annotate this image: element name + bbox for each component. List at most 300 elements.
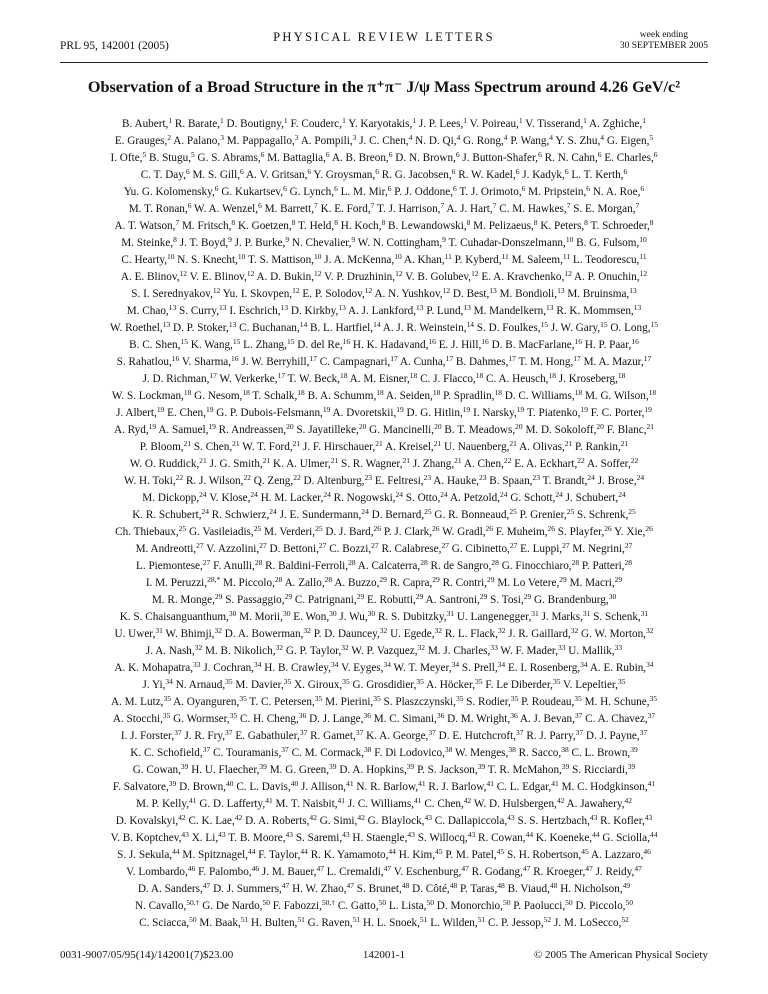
author-name: G. Blaylock, [364, 815, 425, 827]
affiliation-number: 32 [417, 643, 426, 652]
author-name: C. T. Day, [140, 169, 186, 181]
author-line [60, 796, 708, 813]
affiliation-number: 41 [265, 796, 273, 805]
affiliation-number: 44 [300, 847, 308, 856]
affiliation-number: 50,† [186, 898, 200, 907]
author-name: R. N. Cahn, [541, 152, 598, 164]
affiliation-number: 6 [597, 150, 602, 159]
affiliation-number: 20 [358, 422, 367, 431]
author-name: T. B. Moore, [225, 832, 286, 844]
affiliation-number: 3 [220, 133, 224, 142]
author-name: F. Blanc, [603, 424, 647, 436]
author-name: A. Lazzaro, [588, 849, 644, 861]
author-name: U. Langenegger, [454, 611, 532, 623]
affiliation-number: 12 [364, 286, 373, 295]
author-name: M. Pappagallo, [223, 135, 295, 147]
affiliation-number: 20 [286, 422, 294, 431]
author-name: G. Cibinetto, [448, 543, 510, 555]
author-name: H. P. Paar, [582, 339, 632, 351]
affiliation-number: 1 [463, 116, 468, 125]
affiliation-number: 22 [293, 473, 301, 482]
author-name: M. R. Monge, [151, 594, 215, 606]
affiliation-number: 22 [503, 456, 512, 465]
affiliation-number: 10 [237, 252, 246, 261]
affiliation-number: 6 [283, 184, 287, 193]
author-name: D. B. MacFarlane, [488, 339, 575, 351]
author-name: C. Dallapiccola, [431, 815, 508, 827]
affiliation-number: 47 [281, 881, 290, 890]
author-name: W. Gradl, [439, 526, 486, 538]
author-list [60, 116, 708, 932]
affiliation-number: 35 [283, 677, 292, 686]
author-name: R. Cowan, [475, 832, 526, 844]
affiliation-number: 48 [497, 881, 505, 890]
author-name: D. Monorchio, [433, 900, 503, 912]
affiliation-number: 12 [179, 269, 188, 278]
affiliation-number: 8 [173, 235, 177, 244]
author-name: D. E. Hutchcroft, [435, 730, 517, 742]
author-name: M. P. Kelly, [135, 798, 190, 810]
affiliation-number: 4 [408, 133, 413, 142]
affiliation-number: 18 [548, 371, 556, 380]
affiliation-number: 35 [649, 694, 658, 703]
affiliation-number: 35 [574, 694, 582, 703]
author-name: A. B. Breon, [329, 152, 389, 164]
author-name: S. Rahatlou, [116, 356, 172, 368]
author-line [60, 167, 708, 184]
affiliation-number: 47 [202, 881, 211, 890]
affiliation-number: 35 [416, 677, 424, 686]
affiliation-number: 44 [388, 847, 396, 856]
affiliation-number: 20 [434, 422, 442, 431]
affiliation-number: 1 [168, 116, 173, 125]
affiliation-number: 21 [620, 439, 629, 448]
author-name: Ch. Thiebaux, [115, 526, 179, 538]
author-name: M. T. Ronan, [128, 203, 188, 215]
author-name: B. T. Meadows, [441, 424, 516, 436]
author-line [60, 303, 708, 320]
author-name: C. K. Lae, [185, 815, 235, 827]
author-name: J. T. Boyd, [176, 237, 229, 249]
affiliation-number: 39 [561, 762, 570, 771]
affiliation-number: 7 [492, 201, 497, 210]
author-name: C. L. Brown, [568, 747, 631, 759]
affiliation-number: 29 [559, 575, 567, 584]
author-name: W. T. Meyer, [390, 662, 452, 674]
affiliation-number: 33 [614, 643, 623, 652]
affiliation-number: 32 [497, 626, 506, 635]
author-name: F. Fabozzi, [269, 900, 322, 912]
affiliation-number: 6 [185, 167, 190, 176]
author-name: S. Brunet, [353, 883, 402, 895]
author-name: G. Nesom, [191, 390, 243, 402]
author-name: D. A. Roberts, [242, 815, 310, 827]
affiliation-number: 50 [502, 898, 511, 907]
affiliation-number: 41 [647, 779, 656, 788]
author-name: A. N. Yushkov, [372, 288, 443, 300]
author-name: W. F. Mader, [497, 645, 558, 657]
affiliation-number: 42 [624, 796, 633, 805]
affiliation-number: 37 [428, 728, 436, 737]
affiliation-number: 11 [444, 252, 452, 261]
affiliation-number: 32 [341, 643, 349, 652]
author-name: R. Baldini-Ferroli, [262, 560, 349, 572]
affiliation-number: 43 [644, 813, 653, 822]
author-name: R. J. Barlow, [425, 781, 487, 793]
author-name: A. Samuel, [156, 424, 209, 436]
affiliation-number: 6 [307, 167, 312, 176]
author-name: A. Stocchi, [112, 713, 163, 725]
author-name: S. H. Robertson, [504, 849, 582, 861]
header-rule [60, 62, 708, 63]
affiliation-number: 29 [614, 575, 623, 584]
author-line [60, 116, 708, 133]
affiliation-number: 19 [580, 405, 588, 414]
author-name: W. Verkerke, [216, 373, 278, 385]
author-name: L. Lista, [386, 900, 427, 912]
affiliation-number: 39 [259, 762, 267, 771]
author-name: A. M. Lutz, [110, 696, 164, 708]
affiliation-number: 43 [424, 813, 432, 822]
author-name: V. Lepeltier, [560, 679, 618, 691]
affiliation-number: 6 [586, 184, 591, 193]
affiliation-number: 50 [262, 898, 270, 907]
affiliation-number: 19 [462, 405, 471, 414]
affiliation-number: 12 [212, 286, 221, 295]
author-name: I. J. Forster, [120, 730, 175, 742]
author-name: J. Kroseberg, [555, 373, 618, 385]
author-name: A. Palano, [171, 135, 221, 147]
author-name: M. Davier, [232, 679, 284, 691]
affiliation-number: 13 [219, 303, 227, 312]
author-line [60, 881, 708, 898]
affiliation-number: 12 [246, 269, 255, 278]
author-line [60, 184, 708, 201]
author-name: V. Lombardo, [126, 866, 188, 878]
affiliation-number: 1 [342, 116, 346, 125]
author-line [60, 864, 708, 881]
author-name: S. Tosi, [487, 594, 524, 606]
affiliation-number: 10 [313, 252, 322, 261]
author-name: C. P. Jessop, [485, 917, 544, 929]
author-name: P. Lund, [423, 305, 464, 317]
affiliation-number: 26 [432, 524, 440, 533]
author-name: C. M. Hawkes, [496, 203, 567, 215]
affiliation-number: 41 [346, 779, 354, 788]
affiliation-number: 17 [508, 354, 516, 363]
affiliation-number: 45 [435, 847, 443, 856]
author-name: H. Kim, [395, 849, 436, 861]
affiliation-number: 29 [479, 592, 488, 601]
issue-date-line2: 30 SEPTEMBER 2005 [619, 41, 708, 51]
author-name: D. del Re, [294, 339, 343, 351]
author-name: J. Brose, [594, 475, 637, 487]
author-name: G. S. Abrams, [194, 152, 261, 164]
author-name: R. Kroeger, [530, 866, 586, 878]
author-name: S. Curry, [176, 305, 220, 317]
author-name: B. Viaud, [504, 883, 550, 895]
author-name: L. Wilden, [427, 917, 478, 929]
author-name: H. U. Flaecher, [188, 764, 260, 776]
author-line [60, 218, 708, 235]
author-name: T. Schalk, [249, 390, 298, 402]
journal-reference: PRL 95, 142001 (2005) [60, 40, 169, 52]
author-line [60, 592, 708, 609]
affiliation-number: 10 [639, 235, 647, 244]
journal-name: PHYSICAL REVIEW LETTERS [273, 30, 495, 44]
affiliation-number: 43 [407, 830, 415, 839]
affiliation-number: 27 [441, 541, 449, 550]
author-name: F. Taylor, [255, 849, 301, 861]
author-line [60, 660, 708, 677]
affiliation-number: 11 [562, 252, 571, 261]
paper-title: Observation of a Broad Structure in the π⁺π⁻ J/ψ Mass Spectrum around 4.26 GeV/c² [87, 78, 681, 96]
affiliation-number: 14 [373, 320, 381, 329]
affiliation-number: 16 [171, 354, 180, 363]
affiliation-number: 18 [242, 388, 250, 397]
author-name: D. Brown, [176, 781, 227, 793]
author-name: U. Mallik, [565, 645, 615, 657]
author-name: S. Ricciardi, [569, 764, 628, 776]
author-name: S. J. Sekula, [117, 849, 173, 861]
author-name: G. Wormser, [170, 713, 230, 725]
affiliation-number: 13 [416, 303, 424, 312]
author-name: J. A. McKenna, [321, 254, 395, 266]
affiliation-number: 26 [645, 524, 653, 533]
affiliation-number: 15 [232, 337, 241, 346]
author-name: I. Eschrich, [226, 305, 281, 317]
affiliation-number: 50 [378, 898, 387, 907]
affiliation-number: 42 [234, 813, 243, 822]
affiliation-number: 5 [191, 150, 195, 159]
author-name: Yu. G. Kolomensky, [123, 186, 215, 198]
affiliation-number: 21 [454, 456, 462, 465]
affiliation-number: 28,* [207, 575, 221, 584]
author-name: P. S. Jackson, [414, 764, 478, 776]
affiliation-number: 6 [623, 167, 628, 176]
affiliation-number: 6 [240, 167, 244, 176]
affiliation-number: 18 [494, 388, 502, 397]
author-name: V. Klose, [206, 492, 251, 504]
author-name: J. C. Chen, [356, 135, 409, 147]
author-name: T. M. Hong, [515, 356, 574, 368]
affiliation-number: 35 [373, 694, 381, 703]
author-line [60, 337, 708, 354]
affiliation-number: 41 [414, 796, 422, 805]
author-name: P. M. Patel, [442, 849, 497, 861]
author-name: B. G. Fulsom, [573, 237, 640, 249]
author-name: B. Spaan, [486, 475, 533, 487]
author-name: N. Arnaud, [172, 679, 226, 691]
author-name: T. Schroeder, [587, 220, 650, 232]
affiliation-number: 23 [532, 473, 540, 482]
affiliation-number: 24 [618, 490, 626, 499]
author-name: A. Jawahery, [564, 798, 625, 810]
author-name: D. A. Bowerman, [221, 628, 304, 640]
author-name: S. I. Serednyakov, [131, 288, 213, 300]
author-name: P. D. Dauncey, [310, 628, 380, 640]
copyright: © 2005 The American Physical Society [533, 949, 708, 961]
author-name: K. Wang, [187, 339, 233, 351]
author-name: S. Chen, [191, 441, 233, 453]
affiliation-number: 22 [175, 473, 184, 482]
affiliation-number: 51 [477, 915, 486, 924]
author-name: A. J. R. Weinstein, [380, 322, 467, 334]
author-name: S. Saremi, [293, 832, 343, 844]
affiliation-number: 43 [507, 813, 515, 822]
author-line [60, 456, 708, 473]
affiliation-number: 13 [463, 303, 471, 312]
affiliation-number: 36 [510, 711, 518, 720]
affiliation-number: 31 [640, 609, 649, 618]
author-name: P. Bloom, [139, 441, 184, 453]
author-name: Yu. I. Skovpen, [220, 288, 293, 300]
affiliation-number: 39 [329, 762, 337, 771]
author-name: E. Charles, [601, 152, 654, 164]
affiliation-number: 3 [294, 133, 299, 142]
affiliation-number: 1 [583, 116, 587, 125]
author-name: J. Kadyk, [519, 169, 565, 181]
author-name: L. M. Mir, [337, 186, 388, 198]
affiliation-number: 38 [561, 745, 569, 754]
article-code: 0031-9007/05/95(14)/142001(7)$23.00 [60, 949, 234, 961]
author-name: F. Anulli, [210, 560, 255, 572]
affiliation-number: 24 [269, 507, 277, 516]
author-name: D. J. Lange, [306, 713, 364, 725]
affiliation-number: 34 [330, 660, 339, 669]
affiliation-number: 29 [487, 575, 495, 584]
affiliation-number: 34 [580, 660, 588, 669]
author-name: R. J. Parry, [523, 730, 576, 742]
affiliation-number: 32 [645, 626, 654, 635]
affiliation-number: 38 [508, 745, 516, 754]
affiliation-number: 8 [381, 218, 386, 227]
author-name: D. J. Bard, [322, 526, 374, 538]
affiliation-number: 29 [284, 592, 293, 601]
author-name: S. Passaggio, [222, 594, 285, 606]
affiliation-number: 17 [390, 354, 398, 363]
affiliation-number: 50 [426, 898, 434, 907]
author-name: E. J. Hill, [435, 339, 482, 351]
author-name: E. Luppi, [517, 543, 563, 555]
author-name: A. Buzzo, [332, 577, 380, 589]
affiliation-number: 13 [168, 303, 177, 312]
author-name: V. E. Blinov, [187, 271, 247, 283]
author-name: A. Cunha, [397, 356, 446, 368]
affiliation-number: 39 [630, 745, 638, 754]
affiliation-number: 25 [253, 524, 262, 533]
author-name: R. Barate, [172, 118, 220, 130]
author-name: T. R. McMahon, [485, 764, 562, 776]
affiliation-number: 21 [183, 439, 192, 448]
author-name: C. J. Flacco, [417, 373, 476, 385]
affiliation-number: 28 [491, 558, 499, 567]
author-name: F. Di Lodovico, [371, 747, 445, 759]
author-name: E. Feltresi, [372, 475, 424, 487]
author-name: M. A. Mazur, [580, 356, 644, 368]
author-line [60, 558, 708, 575]
affiliation-number: 21 [330, 456, 339, 465]
affiliation-number: 16 [631, 337, 639, 346]
author-line [60, 694, 708, 711]
affiliation-number: 29 [356, 592, 365, 601]
author-name: M. Pierini, [322, 696, 374, 708]
author-name: H. B. Crawley, [261, 662, 331, 674]
affiliation-number: 32 [303, 626, 311, 635]
author-name: T. Piatenko, [524, 407, 581, 419]
affiliation-number: 23 [478, 473, 487, 482]
author-name: L. Piemontese, [136, 560, 203, 572]
author-name: A. Soffer, [584, 458, 631, 470]
affiliation-number: 34 [165, 677, 173, 686]
affiliation-number: 12 [292, 286, 300, 295]
author-name: V. P. Druzhinin, [321, 271, 396, 283]
author-name: K. Koeneke, [533, 832, 593, 844]
author-line [60, 507, 708, 524]
affiliation-number: 7 [314, 201, 318, 210]
author-name: N. S. Knecht, [174, 254, 238, 266]
affiliation-number: 23 [423, 473, 432, 482]
author-name: J. Zhang, [410, 458, 455, 470]
author-name: E. I. Rosenberg, [505, 662, 581, 674]
affiliation-number: 27 [202, 558, 211, 567]
author-name: V. Eschenburg, [391, 866, 462, 878]
author-name: M. J. Charles, [425, 645, 491, 657]
author-name: C. Gatto, [335, 900, 379, 912]
affiliation-number: 44 [172, 847, 180, 856]
author-name: W. A. Wenzel, [191, 203, 259, 215]
author-name: V. Tisserand, [522, 118, 584, 130]
affiliation-number: 47 [316, 864, 324, 873]
author-name: N. R. Barlow, [353, 781, 419, 793]
affiliation-number: 5 [142, 150, 147, 159]
affiliation-number: 18 [339, 371, 348, 380]
affiliation-number: 35 [229, 711, 238, 720]
author-name: J. R. Fry, [181, 730, 226, 742]
affiliation-number: 1 [412, 116, 417, 125]
affiliation-number: 50 [625, 898, 633, 907]
author-name: M. C. Hodgkinson, [558, 781, 648, 793]
author-name: A. P. Onuchin, [571, 271, 640, 283]
author-name: C. Patrignani, [292, 594, 357, 606]
affiliation-number: 35 [239, 694, 247, 703]
author-name: G. P. Taylor, [283, 645, 342, 657]
affiliation-number: 13 [228, 320, 237, 329]
affiliation-number: 44 [592, 830, 600, 839]
affiliation-number: 46 [643, 847, 651, 856]
affiliation-number: 29 [379, 575, 387, 584]
affiliation-number: 21 [232, 439, 240, 448]
author-name: M. Dickopp, [142, 492, 200, 504]
affiliation-number: 6 [325, 150, 330, 159]
affiliation-number: 12 [395, 269, 403, 278]
affiliation-number: 48 [549, 881, 558, 890]
affiliation-number: 6 [564, 167, 569, 176]
author-name: D. Bettoni, [266, 543, 319, 555]
author-name: C. L. Davis, [233, 781, 291, 793]
affiliation-number: 8 [584, 218, 588, 227]
affiliation-number: 12 [471, 269, 479, 278]
author-name: P. J. Clark, [381, 526, 433, 538]
author-line [60, 915, 708, 932]
author-name: S. Rodier, [463, 696, 511, 708]
author-name: G. Finocchiaro, [498, 560, 572, 572]
affiliation-number: 41 [337, 796, 346, 805]
affiliation-number: 30 [367, 609, 376, 618]
author-name: D. Boutigny, [223, 118, 284, 130]
affiliation-number: 40 [290, 779, 299, 788]
affiliation-number: 50 [189, 915, 197, 924]
